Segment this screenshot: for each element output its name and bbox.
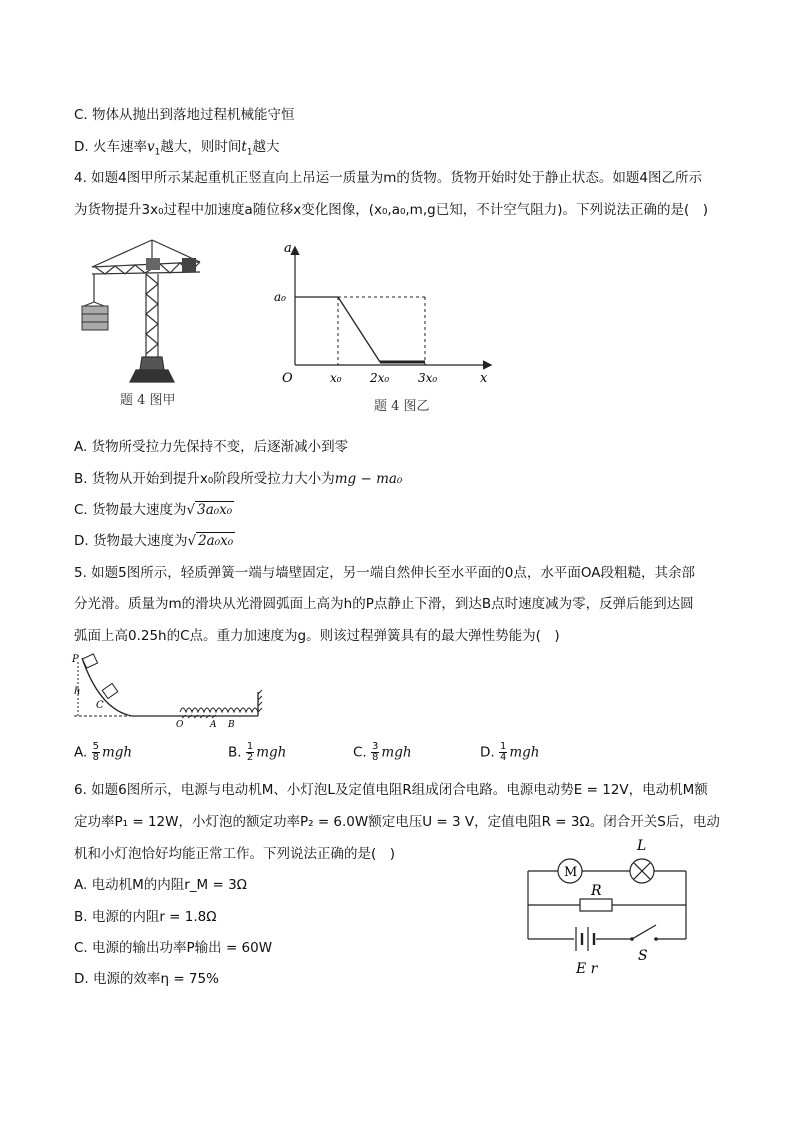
q6-stem-line3: 机和小灯泡恰好均能正常工作。下列说法正确的是( ): [74, 846, 396, 862]
q5-option-c: C. $\frac{3}{8}$ mgh: [353, 741, 412, 763]
label-p: P: [72, 654, 79, 665]
q4-option-d: D. 货物最大速度为√ 2a₀x₀: [74, 533, 234, 549]
graph-decrease-segment: [338, 297, 380, 362]
q5-option-b: B. $\frac{1}{2}$ mgh: [228, 741, 287, 763]
label-a: A: [210, 720, 217, 730]
y-tick-a0: a₀: [274, 290, 286, 304]
q4-option-a: A. 货物所受拉力先保持不变，后逐渐减小到零: [74, 439, 349, 455]
q6-option-b: B. 电源的内阻r = 1.8Ω: [74, 909, 217, 925]
origin-label: O: [282, 371, 293, 386]
switch-symbol: [632, 925, 656, 939]
crane-figure: [70, 232, 215, 412]
label-o: O: [176, 720, 184, 730]
label-l: L: [637, 838, 647, 854]
q6-option-d: D. 电源的效率η = 75%: [74, 971, 219, 987]
q5-stem-line3: 弧面上高0.25h的C点。重力加速度为g。则该过程弹簧具有的最大弹性势能为( ): [74, 628, 560, 644]
label-h: h: [74, 686, 81, 697]
label-c: C: [96, 700, 104, 711]
q6-option-c: C. 电源的输出功率P输出 = 60W: [74, 940, 273, 956]
label-m: M: [564, 865, 578, 880]
q6-stem-line2: 定功率P₁ = 12W，小灯泡的额定功率P₂ = 6.0W额定电压U = 3 V，定值电阻R = 3Ω。闭合开关S后，电动: [74, 814, 720, 830]
spring-figure: [70, 652, 270, 732]
q5-option-a: A. $\frac{5}{8}$ mgh: [74, 741, 133, 763]
y-axis-label: a: [284, 241, 292, 256]
graph-caption: 题 4 图乙: [374, 399, 430, 414]
x-axis-label: x: [480, 371, 488, 386]
q4-stem-line2: 为货物提升3x₀过程中加速度a随位移x变化图像，(x₀,a₀,m,g已知，不计空气阻力)。下列说法正确的是( ): [74, 202, 708, 218]
q3-option-d: D. 火车速率$v_1$越大，则时间$t_1$越大: [74, 139, 280, 158]
q5-stem-line2: 分光滑。质量为m的滑块从光滑圆弧面上高为h的P点静止下滑，到达B点时速度减为零，反弹后能到达圆: [74, 596, 694, 612]
q4-stem-line1: 4. 如题4图甲所示某起重机正竖直向上吊运一质量为m的货物。货物开始时处于静止状态。如题4图乙所示: [74, 170, 702, 186]
acceleration-graph: [270, 240, 500, 420]
crane-caption: 题 4 图甲: [120, 393, 176, 408]
x-tick-3x0: 3x₀: [418, 371, 438, 385]
q5-stem-line1: 5. 如题5图所示，轻质弹簧一端与墙壁固定，另一端自然伸长至水平面的0点，水平面OA段粗糙，其余部: [74, 565, 695, 581]
label-b: B: [228, 720, 235, 730]
q4-option-c: C. 货物最大速度为√ 3a₀x₀: [74, 502, 233, 518]
circuit-figure: [520, 835, 695, 980]
q4-option-b: B. 货物从开始到提升x₀阶段所受拉力大小为mg − ma₀: [74, 471, 403, 487]
label-r: R: [591, 883, 602, 899]
q3-option-c: C. 物体从抛出到落地过程机械能守恒: [74, 107, 295, 123]
q6-stem-line1: 6. 如题6图所示，电源与电动机M、小灯泡L及定值电阻R组成闭合电路。电源电动势E = 12V，电动机M额: [74, 782, 708, 798]
label-s: S: [638, 948, 648, 964]
q5-option-d: D. $\frac{1}{4}$ mgh: [480, 741, 540, 763]
q6-option-a: A. 电动机M的内阻r_M = 3Ω: [74, 877, 247, 893]
x-tick-2x0: 2x₀: [370, 371, 390, 385]
x-tick-x0: x₀: [330, 371, 342, 385]
label-er: E r: [576, 961, 598, 977]
resistor-symbol: [580, 899, 612, 911]
